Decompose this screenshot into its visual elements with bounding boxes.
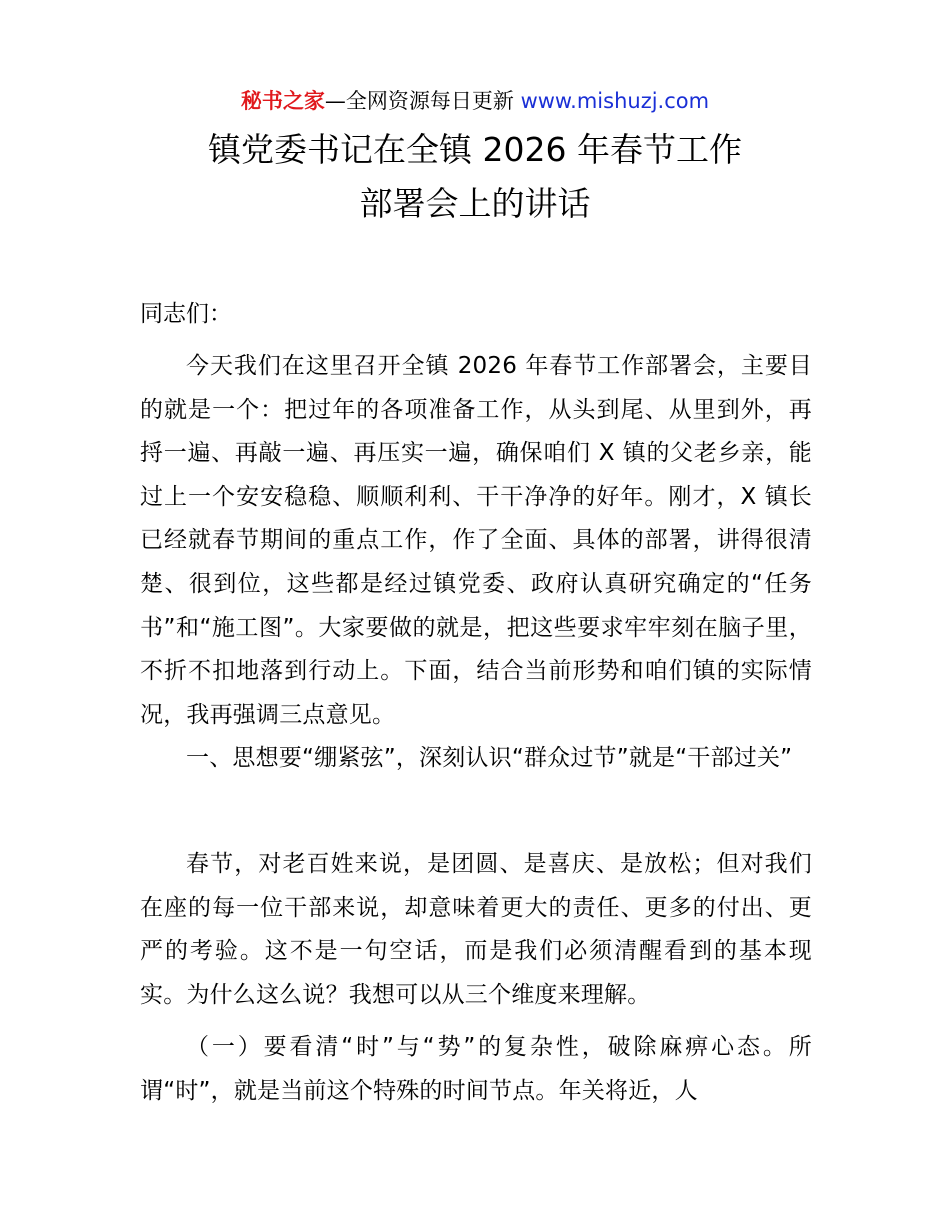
site-header: [0, 86, 950, 116]
paragraph-intro: 今天我们在这里召开全镇 2026 年春节工作部署会，主要目的就是一个：把过年的各项准备工作，从头到尾、从里到外，再捋一遍、再敲一遍、再压实一遍，确保咱们 X 镇的父老乡亲，能过上一个安安稳稳、顺顺利利、干干净净的好年。刚才，X 镇长已经就春节期间的重点工作，作了全面、具体的部署，讲得很清楚、很到位，这些都是经过镇党委、政府认真研究确定的“任务书”和“施工图”。大家要做的就是，把这些要求牢牢刻在脑子里，不折不扣地落到行动上。下面，结合当前形势和咱们镇的实际情况，我再强调三点意见。: [140, 353, 812, 728]
greeting: 同志们：: [140, 301, 232, 327]
paragraph-section-1: 春节，对老百姓来说，是团圆、是喜庆、是放松；但对我们在座的每一位干部来说，却意味着更大的责任、更多的付出、更严的考验。这不是一句空话，而是我们必须清醒看到的基本现实。为什么这么说？我想可以从三个维度来理解。: [140, 851, 812, 1008]
document-title-line-2: 部署会上的讲话: [359, 184, 591, 223]
site-brand: 秘书之家: [240, 89, 325, 113]
section-heading-1: 一、思想要“绷紧弦”，深刻认识“群众过节”就是“干部过关”: [186, 745, 793, 771]
document-title-line-1: 镇党委书记在全镇 2026 年春节工作: [208, 130, 742, 169]
site-url-link[interactable]: www.mishuzj.com: [520, 89, 710, 113]
subsection-heading-1: （一）要看清“时”与“势”的复杂性，破除麻痹心态。所谓“时”，就是当前这个特殊的时间节点。年关将近，人: [140, 1034, 812, 1104]
site-slogan: —全网资源每日更新: [324, 89, 521, 113]
